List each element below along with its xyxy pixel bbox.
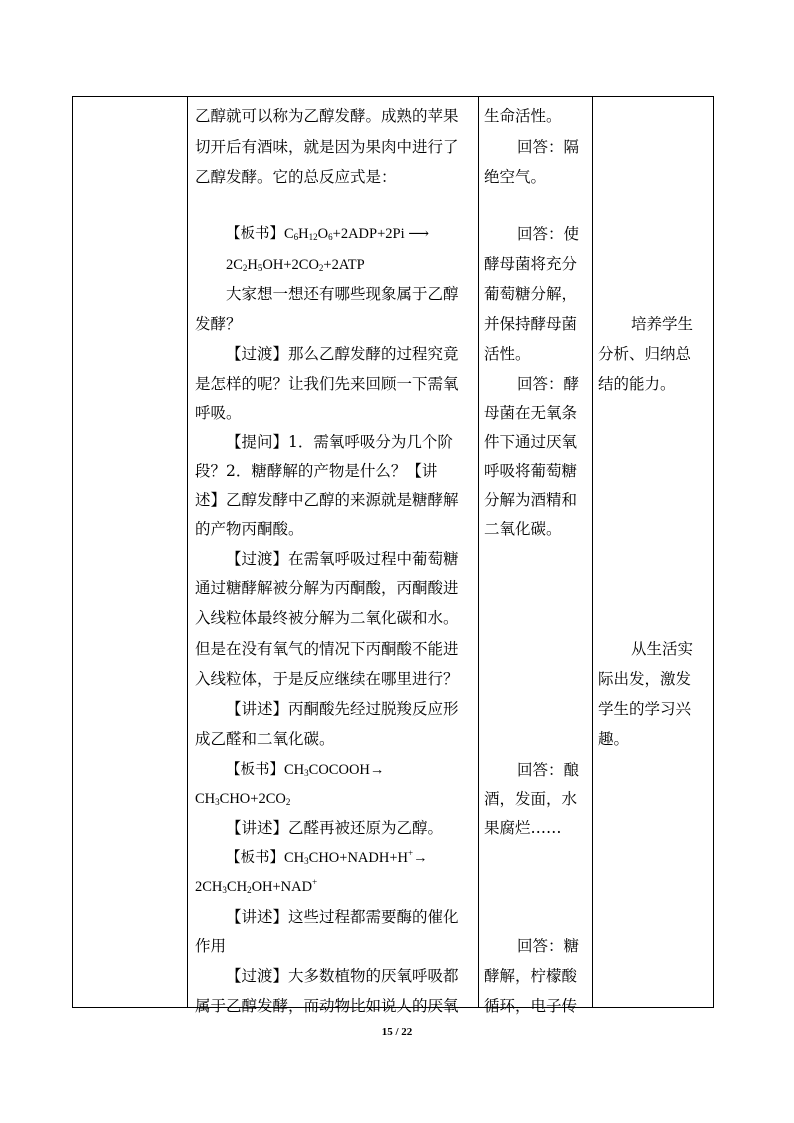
text-line: 【过渡】大多数植物的厌氧呼吸都 — [226, 967, 459, 985]
text-line: 属于乙醇发酵，而动物比如说人的厌氧 — [195, 997, 459, 1015]
text-line: 作用 — [195, 937, 227, 955]
text-line: 入线粒体，于是反应继续在哪里进行？ — [195, 670, 459, 688]
text-line: 【讲述】这些过程都需要酶的催化 — [226, 908, 459, 926]
text-line: 结的能力。 — [598, 375, 676, 393]
text-line: 切开后有酒味，就是因为果肉中进行了 — [195, 138, 459, 156]
text-line: 回答：使 — [517, 225, 580, 243]
text-line: 【过渡】在需氧呼吸过程中葡萄糖 — [226, 550, 459, 568]
text-line: 从生活实 — [631, 640, 694, 658]
text-line: 活性。 — [484, 345, 531, 363]
text-line: 绝空气。 — [484, 168, 547, 186]
text-line: 【讲述】丙酮酸先经过脱羧反应形 — [226, 700, 459, 718]
text-line: 【过渡】那么乙醇发酵的过程究竟 — [226, 345, 459, 363]
text-line: 呼吸将葡萄糖 — [484, 462, 578, 480]
text-line: 并保持酵母菌 — [484, 315, 578, 333]
text-line: 酵解，柠檬酸 — [484, 967, 578, 985]
text-line: 葡萄糖分解， — [484, 285, 578, 303]
formula-line: 【板书】$CH_3CHO+NADH+H^+\to$ — [226, 848, 428, 866]
text-line: 入线粒体最终被分解为二氧化碳和水。 — [195, 609, 459, 627]
text-line: 果腐烂…… — [484, 819, 562, 837]
text-line: 趣。 — [598, 730, 630, 748]
text-line: 学生的学习兴 — [598, 700, 692, 718]
formula-line: 【板书】$CH_3COCOOH\to$ — [226, 762, 385, 778]
text-line: 二氧化碳。 — [484, 520, 562, 538]
text-line: 通过糖酵解被分解为丙酮酸，丙酮酸进 — [195, 579, 459, 597]
text-line: 乙醇就可以称为乙醇发酵。成熟的苹果 — [195, 107, 459, 125]
text-line: 【讲述】乙醛再被还原为乙醇。 — [226, 819, 444, 837]
text-line: 成乙醛和二氧化碳。 — [195, 730, 335, 748]
text-line: 乙醇发酵。它的总反应式是： — [195, 168, 397, 186]
page-number: 15 / 22 — [381, 1026, 413, 1038]
text-line: 分析、归纳总 — [598, 345, 692, 363]
text-line: 发酵？ — [195, 315, 242, 333]
text-line: 呼吸。 — [195, 404, 242, 422]
text-line: 生命活性。 — [484, 107, 562, 125]
column-divider — [187, 97, 188, 1007]
lesson-table — [72, 96, 714, 1015]
text-line: 母菌在无氧条 — [484, 404, 578, 422]
text-line: 大家想一想还有哪些现象属于乙醇 — [226, 285, 459, 303]
text-line: 回答：酿 — [517, 761, 580, 779]
text-line: 酵母菌将充分 — [484, 255, 578, 273]
text-line: 是怎样的呢？让我们先来回顾一下需氧 — [195, 375, 459, 393]
formula-line: $2C_2H_5OH+2CO_2+2ATP$ — [226, 257, 365, 273]
column-divider — [592, 97, 593, 1007]
text-line: 循环，电子传 — [484, 997, 578, 1015]
text-line: 回答：糖 — [517, 937, 580, 955]
text-line: 际出发，激发 — [598, 670, 692, 688]
column-divider — [478, 97, 479, 1007]
text-line: 的产物丙酮酸。 — [195, 520, 304, 538]
text-line: 件下通过厌氧 — [484, 433, 578, 451]
formula-line: $CH_3CHO+2CO_2$ — [195, 791, 291, 807]
text-line: 段？2．糖酵解的产物是什么？【讲 — [195, 462, 438, 480]
text-line: 酒，发面，水 — [484, 790, 578, 808]
text-line: 分解为酒精和 — [484, 491, 578, 509]
text-line: 但是在没有氧气的情况下丙酮酸不能进 — [195, 640, 459, 658]
formula-line: 【板书】$C_6H_{12}O_6+2ADP+2Pi$ ⟶ — [226, 226, 430, 242]
text-line: 【提问】1．需氧呼吸分为几个阶 — [226, 433, 453, 451]
text-line: 述】乙醇发酵中乙醇的来源就是糖酵解 — [195, 491, 459, 509]
text-line: 回答：酵 — [517, 375, 580, 393]
text-line: 培养学生 — [631, 315, 694, 333]
formula-line: $2CH_3CH_2OH+NAD^+$ — [195, 877, 318, 895]
text-line: 回答：隔 — [517, 138, 580, 156]
